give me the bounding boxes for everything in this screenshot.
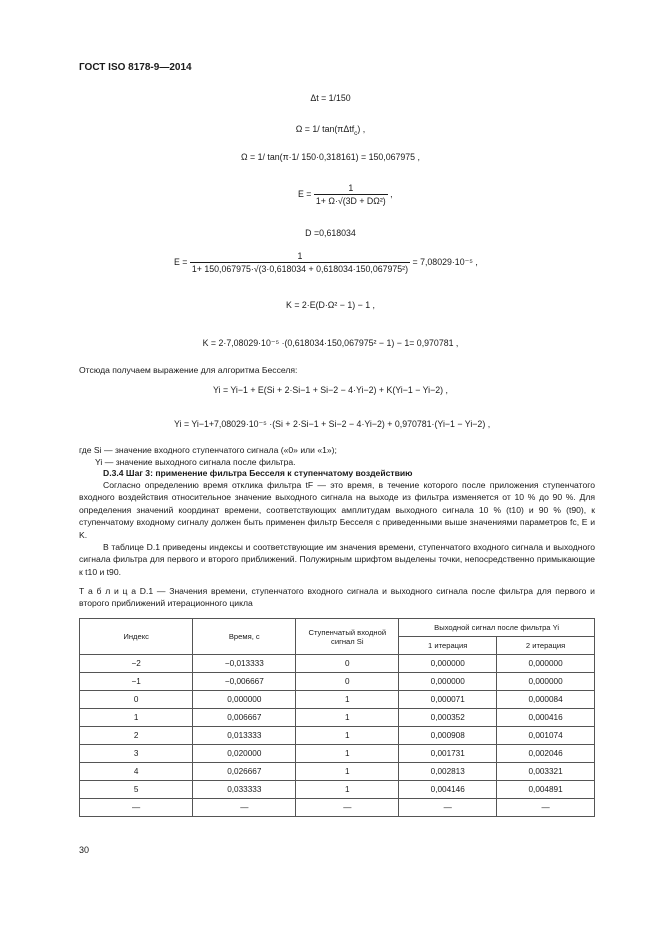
table-row	[80, 673, 595, 691]
table-cell: 0,002813	[399, 763, 497, 781]
table-cell: −0,013333	[193, 655, 296, 673]
table-cell: —	[80, 799, 193, 817]
table-cell: −2	[80, 655, 193, 673]
table-cell: 1	[296, 691, 399, 709]
equation-e-tail: ,	[390, 188, 393, 199]
table-cell: 0,003321	[497, 763, 595, 781]
table-row	[80, 745, 595, 763]
table-row	[80, 709, 595, 727]
table-row	[80, 763, 595, 781]
data-table	[79, 618, 595, 817]
table-cell: —	[296, 799, 399, 817]
equation-e2-left: E =	[174, 256, 188, 267]
paragraph-response-time: Согласно определению время отклика фильтра tF — это время, в течение которого после приложения ступенчатого входного воздействия относительное значение выходного сигнала на выходе из фильтра изменяется от 10 % до 90 %. Для определения значений координат времени, соответствующих амплитудам выходного сигнала 10 % (t10) и 90 % (t90), к ступенчатому входному сигналу должен быть применен фильтр Бесселя с приведенными выше значениями параметров fc, E и K.	[79, 480, 595, 540]
table-cell: 0,002046	[497, 745, 595, 763]
table-cell: 1	[80, 709, 193, 727]
equation-bessel-general: Yi = Yi−1 + E(Si + 2·Si−1 + Si−2 − 4·Yi−2) + K(Yi−1 − Yi−2) ,	[213, 385, 448, 395]
equation-e-denominator: 1+ Ω·√(3D + DΩ²)	[315, 196, 386, 206]
table-cell: 0,001074	[497, 727, 595, 745]
equation-e2-denominator: 1+ 150,067975·√(3·0,618034 + 0,618034·150,067975²)	[191, 264, 409, 274]
table-cell: 0,000084	[497, 691, 595, 709]
equation-dt: Δt = 1/150	[310, 93, 351, 103]
equation-d-value: D =0,618034	[305, 228, 356, 238]
table-cell: 0,000000	[399, 655, 497, 673]
equation-e2-numerator: 1	[190, 251, 410, 263]
table-cell: —	[399, 799, 497, 817]
table-cell: 0,000352	[399, 709, 497, 727]
header-index: Индекс	[80, 619, 193, 655]
table-cell: 0,020000	[193, 745, 296, 763]
header-time: Время, с	[193, 619, 296, 655]
header-iteration-1: 1 итерация	[399, 637, 497, 655]
paragraph-table-description: В таблице D.1 приведены индексы и соответствующие им значения времени, ступенчатого входного сигнала и выходного сигнала фильтра для первого и второго приближений. Полужирным шрифтом выделены точки, непосредственно примыкающие к t10 и t90.	[79, 542, 595, 577]
header-iteration-2: 2 итерация	[497, 637, 595, 655]
equation-e2-right: = 7,08029·10⁻⁵ ,	[412, 256, 478, 267]
equation-k-def: K = 2·E(D·Ω² − 1) − 1 ,	[286, 300, 375, 310]
table-cell: —	[497, 799, 595, 817]
table-cell: 1	[296, 763, 399, 781]
table-cell: −0,006667	[193, 673, 296, 691]
table-cell: 0	[80, 691, 193, 709]
table-row	[80, 799, 595, 817]
table-row	[80, 781, 595, 799]
bessel-intro: Отсюда получаем выражение для алгоритма Бесселя:	[79, 365, 298, 375]
table-cell: 0,000071	[399, 691, 497, 709]
table-cell: 0,000000	[497, 673, 595, 691]
where-clause-s: где Si — значение входного ступенчатого сигнала («0» или «1»);	[79, 445, 337, 455]
table-cell: 0	[296, 673, 399, 691]
table-cell: 0,000416	[497, 709, 595, 727]
page-number: 30	[79, 845, 90, 855]
table-cell: 1	[296, 727, 399, 745]
table-cell: 4	[80, 763, 193, 781]
equation-omega-def: Ω = 1/ tan(πΔtf$_c$) ,	[295, 124, 366, 137]
table-cell: —	[193, 799, 296, 817]
table-cell: 0,000000	[497, 655, 595, 673]
where-clause-y: Yi — значение выходного сигнала после фильтра.	[95, 457, 296, 467]
table-caption: Т а б л и ц а D.1 — Значения времени, ступенчатого входного сигнала и выходного сигнала после фильтра для первого и второго приближений итерационного цикла	[79, 586, 595, 609]
table-cell: 3	[80, 745, 193, 763]
table-cell: 1	[296, 709, 399, 727]
table-cell: 0,004146	[399, 781, 497, 799]
table-cell: 0,000908	[399, 727, 497, 745]
table-cell: 1	[296, 781, 399, 799]
section-heading: D.3.4 Шаг 3: применение фильтра Бесселя к ступенчатому воздействию	[103, 468, 413, 478]
table-cell: 0,001731	[399, 745, 497, 763]
table-cell: 1	[296, 745, 399, 763]
equation-omega-value: Ω = 1/ tan(π·1/ 150·0,318161) = 150,067975 ,	[241, 152, 420, 162]
table-row	[80, 691, 595, 709]
table-cell: 0,026667	[193, 763, 296, 781]
equation-omega-def-right: ) ,	[357, 124, 366, 134]
equation-e-numerator: 1	[314, 183, 388, 195]
table-cell: 0,006667	[193, 709, 296, 727]
table-row	[80, 727, 595, 745]
table-cell: 5	[80, 781, 193, 799]
document-header: ГОСТ ISO 8178-9—2014	[79, 62, 192, 73]
table-cell: 0,004891	[497, 781, 595, 799]
equation-omega-def-left: Ω = 1/ tan(πΔtf	[295, 124, 355, 134]
equation-e-left: E =	[298, 188, 312, 199]
equation-e-value	[174, 251, 478, 274]
table-cell: 2	[80, 727, 193, 745]
table-cell: 0,000000	[193, 691, 296, 709]
equation-e-def	[298, 183, 393, 206]
equation-bessel-numeric: Yi = Yi−1+7,08029·10⁻⁵ ·(Si + 2·Si−1 + Si−2 − 4·Yi−2) + 0,970781·(Yi−1 − Yi−2) ,	[174, 419, 491, 429]
table-cell: 0,000000	[399, 673, 497, 691]
table-cell: −1	[80, 673, 193, 691]
table-cell: 0,013333	[193, 727, 296, 745]
equation-k-value: K = 2·7,08029·10⁻⁵ ·(0,618034·150,067975² − 1) − 1= 0,970781 ,	[202, 338, 459, 348]
header-step-signal: Ступенчатый входной сигнал Si	[296, 619, 399, 655]
table-cell: 0	[296, 655, 399, 673]
header-output-signal: Выходной сигнал после фильтра Yi	[399, 619, 595, 637]
table-row	[80, 655, 595, 673]
table-cell: 0,033333	[193, 781, 296, 799]
